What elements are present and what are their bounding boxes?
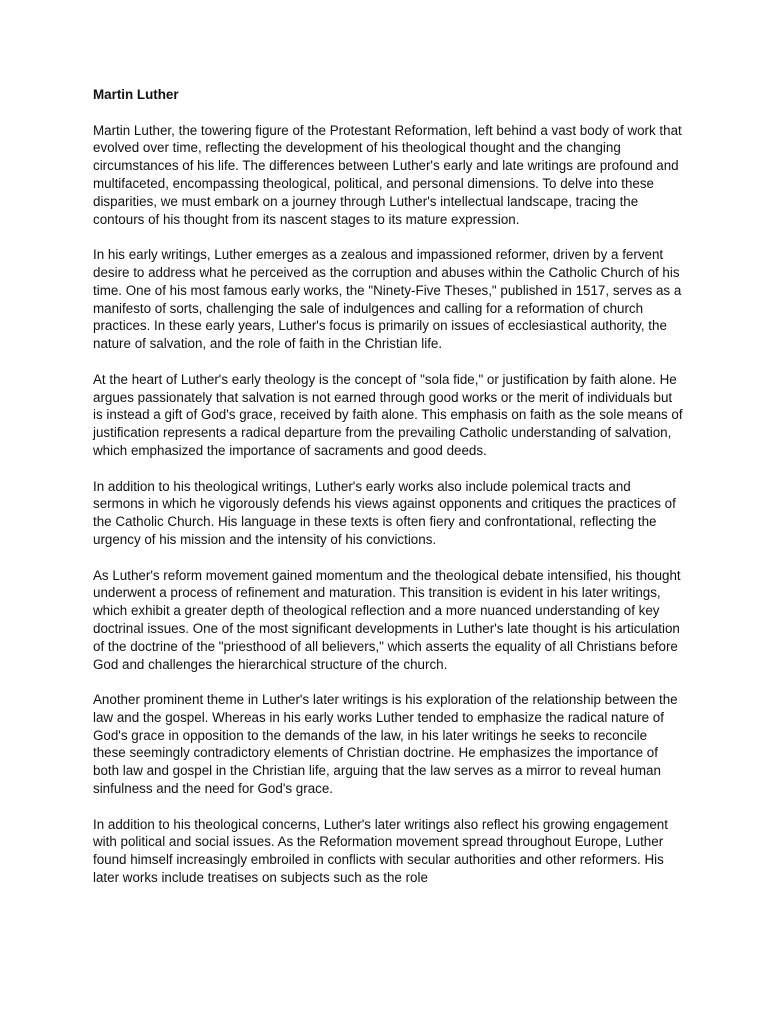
paragraph-5: As Luther's reform movement gained momentum and the theological debate intensified, his thought underwent a process of refinement and maturation. This transition is evident in his later writings, which exhibit a greater depth of theological reflection and a more nuanced understanding of key doctrinal issues. One of the most significant developments in Luther's late thought is his articulation of the doctrine of the "priesthood of all believers," which asserts the equality of all Christians before God and challenges the hierarchical structure of the church. <box>93 567 681 672</box>
paragraph-4: In addition to his theological writings, Luther's early works also include polemical tracts and sermons in which he vigorously defends his views against opponents and critiques the practices of the Catholic Church. His language in these texts is often fiery and confrontational, reflecting the urgency of his mission and the intensity of his convictions. <box>93 478 676 547</box>
paragraph-2: In his early writings, Luther emerges as a zealous and impassioned reformer, driven by a fervent desire to address what he perceived as the corruption and abuses within the Catholic Church of his time. One of his most famous early works, the "Ninety-Five Theses," published in 1517, serves as a manifesto of sorts, challenging the sale of indulgences and calling for a reformation of church practices. In these early years, Luther's focus is primarily on issues of ecclesiastical authority, the nature of salvation, and the role of faith in the Christian life. <box>93 247 682 352</box>
paragraph-1: Martin Luther, the towering figure of the Protestant Reformation, left behind a vast body of work that evolved over time, reflecting the development of his theological thought and the changing circumstances of his life. The differences between Luther's early and late writings are profound and multifaceted, encompassing theological, political, and personal dimensions. To delve into these disparities, we must embark on a journey through Luther's intellectual landscape, tracing the contours of his thought from its nascent stages to its mature expression. <box>93 122 682 227</box>
paragraph-7: In addition to his theological concerns, Luther's later writings also reflect his growing engagement with political and social issues. As the Reformation movement spread throughout Europe, Luther found himself increasingly embroiled in conflicts with secular authorities and other reformers. His later works include treatises on subjects such as the role <box>93 816 668 886</box>
paragraph-3: At the heart of Luther's early theology is the concept of "sola fide," or justification by faith alone. He argues passionately that salvation is not earned through good works or the merit of individuals but is instead a gift of God's grace, received by faith alone. This emphasis on faith as the sole means of justification represents a radical departure from the prevailing Catholic understanding of salvation, which emphasized the importance of sacraments and good deeds. <box>93 371 683 458</box>
document-body <box>93 86 683 905</box>
paragraph-6: Another prominent theme in Luther's later writings is his exploration of the relationship between the law and the gospel. Whereas in his early works Luther tended to emphasize the radical nature of God's grace in opposition to the demands of the law, in his later writings he seeks to reconcile these seemingly contradictory elements of Christian doctrine. He emphasizes the importance of both law and gospel in the Christian life, arguing that the law serves as a mirror to reveal human sinfulness and the need for God's grace. <box>93 692 678 797</box>
page-title: Martin Luther <box>93 87 179 102</box>
